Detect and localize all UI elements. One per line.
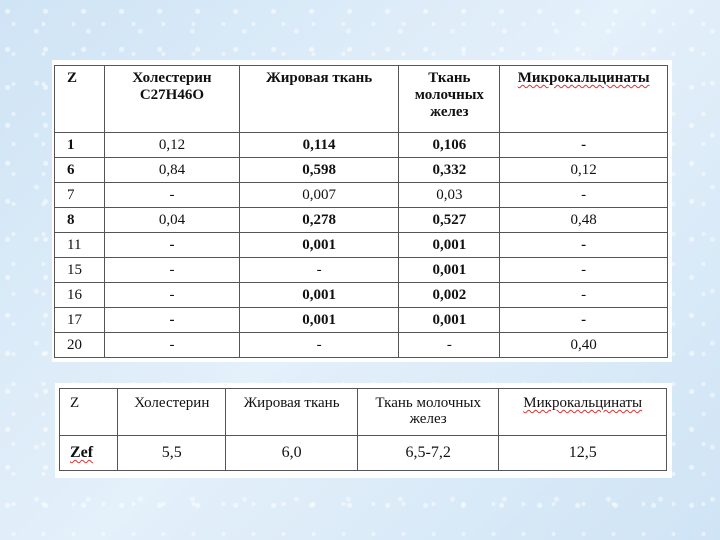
table-row [55,233,668,258]
zef-mammary-tissue: 6,5-7,2 [357,436,498,471]
header-z: Z [55,66,105,133]
table-row [55,158,668,183]
zef-header-z: Z [60,389,118,436]
table-row [55,183,668,208]
cell-fat-tissue: 0,001 [239,283,399,308]
cell-fat-tissue: - [239,258,399,283]
cell-fat-tissue: 0,114 [239,133,399,158]
cell-fat-tissue: 0,598 [239,158,399,183]
cell-cholesterol: - [105,333,240,358]
table-row [55,308,668,333]
cell-mammary-tissue: 0,001 [399,258,500,283]
cell-fat-tissue: - [239,333,399,358]
table-panel-top [52,60,672,362]
zef-cholesterol: 5,5 [118,436,226,471]
table-header-row [55,66,668,133]
cell-mammary-tissue: 0,332 [399,158,500,183]
cell-mammary-tissue: 0,001 [399,308,500,333]
cell-microcalcifications: - [500,308,668,333]
cell-fat-tissue: 0,001 [239,233,399,258]
cell-cholesterol: 0,84 [105,158,240,183]
cell-z: 15 [55,258,105,283]
zef-header-microcalcifications: Микрокальцинаты [499,389,667,436]
cell-microcalcifications: - [500,258,668,283]
zef-header-cholesterol: Холестерин [118,389,226,436]
zef-header-row [60,389,667,436]
zef-header-fat-tissue: Жировая ткань [226,389,358,436]
cell-mammary-tissue: 0,03 [399,183,500,208]
zef-label: Zef [60,436,118,471]
cell-microcalcifications: - [500,133,668,158]
cell-microcalcifications: 0,40 [500,333,668,358]
cell-z: 20 [55,333,105,358]
cell-microcalcifications: - [500,283,668,308]
cell-z: 8 [55,208,105,233]
table-row [55,333,668,358]
cell-cholesterol: - [105,233,240,258]
cell-microcalcifications: 0,12 [500,158,668,183]
table-row [55,258,668,283]
cell-z: 16 [55,283,105,308]
cell-mammary-tissue: 0,527 [399,208,500,233]
cell-mammary-tissue: 0,002 [399,283,500,308]
cell-z: 7 [55,183,105,208]
composition-table [54,65,668,358]
cell-fat-tissue: 0,007 [239,183,399,208]
cell-fat-tissue: 0,001 [239,308,399,333]
cell-cholesterol: - [105,283,240,308]
cell-cholesterol: - [105,258,240,283]
cell-mammary-tissue: - [399,333,500,358]
cell-cholesterol: - [105,308,240,333]
cell-z: 6 [55,158,105,183]
cell-z: 11 [55,233,105,258]
cell-mammary-tissue: 0,001 [399,233,500,258]
cell-fat-tissue: 0,278 [239,208,399,233]
cell-microcalcifications: - [500,183,668,208]
table-panel-bottom [55,383,672,478]
cell-cholesterol: 0,04 [105,208,240,233]
cell-z: 17 [55,308,105,333]
table-row [55,208,668,233]
header-cholesterol: Холестерин C27H46O [105,66,240,133]
cell-z: 1 [55,133,105,158]
table-row [55,133,668,158]
zef-microcalcifications: 12,5 [499,436,667,471]
zef-header-mammary-tissue: Ткань молочных желез [357,389,498,436]
cell-cholesterol: - [105,183,240,208]
zef-fat-tissue: 6,0 [226,436,358,471]
cell-microcalcifications: 0,48 [500,208,668,233]
header-mammary-tissue: Ткань молочных желез [399,66,500,133]
cell-cholesterol: 0,12 [105,133,240,158]
header-fat-tissue: Жировая ткань [239,66,399,133]
cell-mammary-tissue: 0,106 [399,133,500,158]
zef-data-row [60,436,667,471]
cell-microcalcifications: - [500,233,668,258]
table-row [55,283,668,308]
zef-table [59,388,667,471]
header-microcalcifications: Микрокальцинаты [500,66,668,133]
